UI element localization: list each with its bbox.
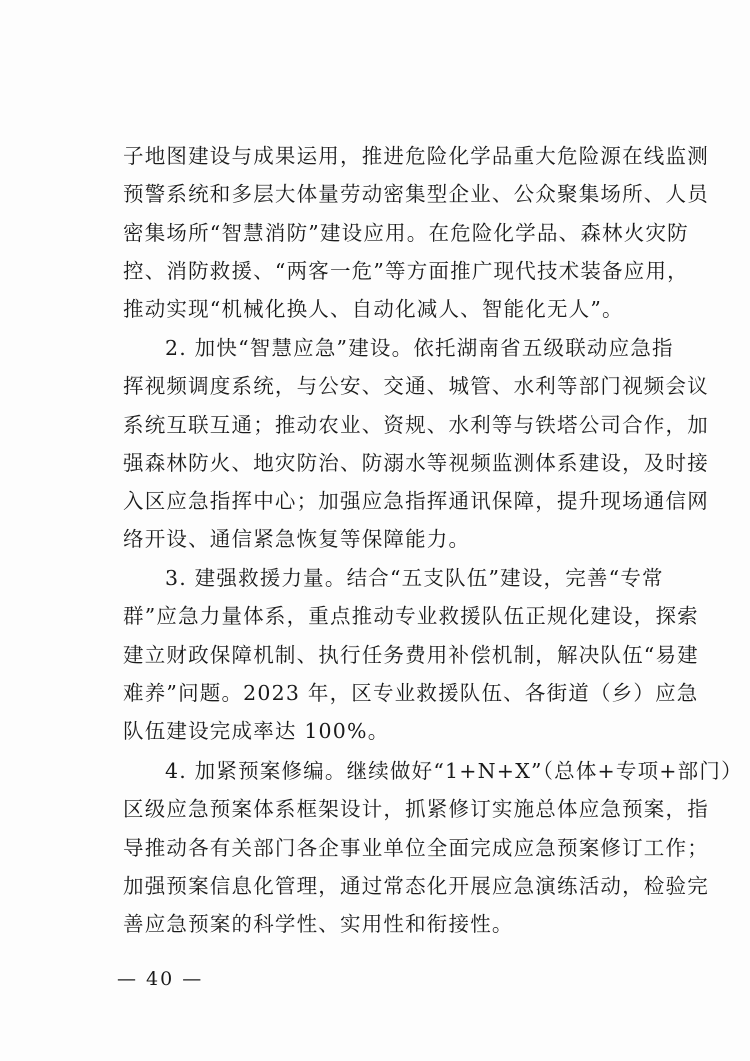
paragraph-line: 导推动各有关部门各企事业单位全面完成应急预案修订工作； bbox=[123, 835, 709, 860]
paragraph-line: 区级应急预案体系框架设计，抓紧修订实施总体应急预案，指 bbox=[123, 797, 709, 822]
paragraph-line: 2. 加快“智慧应急”建设。依托湖南省五级联动应急指 bbox=[165, 336, 674, 360]
paragraph-line: 络开设、通信紧急恢复等保障能力。 bbox=[123, 527, 471, 552]
paragraph-line: 难养”问题。2023 年，区专业救援队伍、各街道（乡）应急 bbox=[123, 680, 699, 705]
paragraph-line: 推动实现“机械化换人、自动化减人、智能化无人”。 bbox=[123, 297, 624, 322]
paragraph-line: 入区应急指挥中心；加强应急指挥通讯保障，提升现场通信网 bbox=[123, 489, 709, 514]
paragraph-line: 3. 建强救援力量。结合“五支队伍”建设，完善“专常 bbox=[165, 566, 664, 590]
paragraph-line: 强森林防火、地灾防治、防溺水等视频监测体系建设，及时接 bbox=[123, 450, 709, 475]
paragraph-line: 群”应急力量体系，重点推动专业救援队伍正规化建设，探索 bbox=[123, 604, 699, 629]
paragraph-2 bbox=[123, 329, 709, 559]
paragraph-line: 子地图建设与成果运用，推进危险化学品重大危险源在线监测 bbox=[123, 144, 709, 168]
paragraph-line: 善应急预案的科学性、实用性和衔接性。 bbox=[123, 912, 514, 937]
paragraph-line: 预警系统和多层大体量劳动密集型企业、公众聚集场所、人员 bbox=[123, 182, 709, 207]
paragraph-line: 密集场所“智慧消防”建设应用。在危险化学品、森林火灾防 bbox=[123, 220, 689, 245]
page-number: — 40 — bbox=[117, 968, 204, 990]
paragraph-1 bbox=[123, 137, 709, 328]
paragraph-line: 队伍建设完成率达 100%。 bbox=[123, 719, 390, 744]
paragraph-line: 控、消防救援、“两客一危”等方面推广现代技术装备应用， bbox=[123, 258, 689, 283]
paragraph-3 bbox=[123, 559, 699, 750]
paragraph-line: 4. 加紧预案修编。继续做好“1+N+X”（总体+专项+部门） bbox=[165, 759, 743, 783]
paragraph-line: 挥视频调度系统，与公安、交通、城管、水利等部门视频会议 bbox=[123, 374, 709, 399]
paragraph-line: 加强预案信息化管理，通过常态化开展应急演练活动，检验完 bbox=[123, 873, 709, 898]
paragraph-line: 建立财政保障机制、执行任务费用补偿机制，解决队伍“易建 bbox=[123, 642, 699, 667]
paragraph-4 bbox=[123, 752, 743, 943]
paragraph-line: 系统互联互通；推动农业、资规、水利等与铁塔公司合作，加 bbox=[123, 412, 709, 437]
